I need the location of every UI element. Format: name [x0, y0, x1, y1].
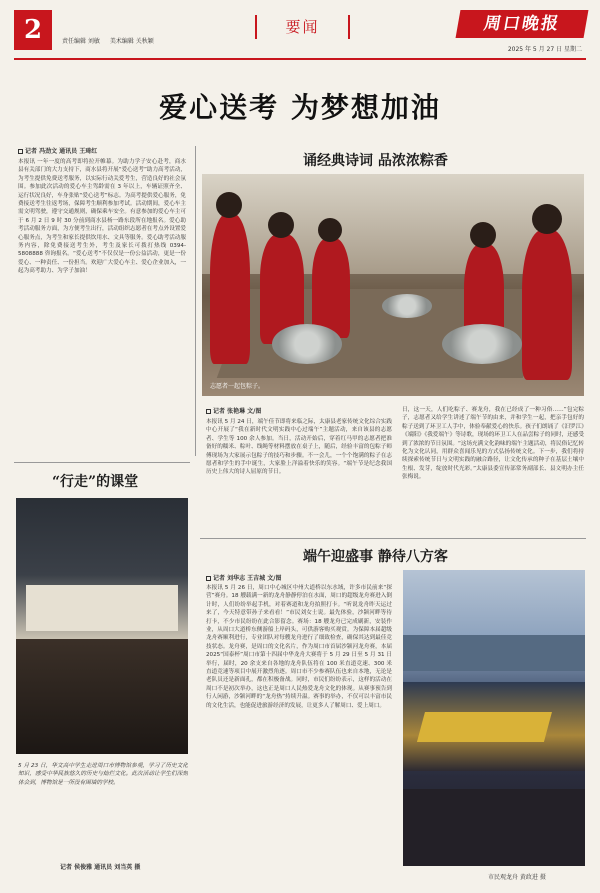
section-two-title: 诵经典诗词 品浓浓粽香 [303, 153, 448, 169]
section-two-body-col2: 日，这一天，人们吃粽子、赛龙舟，我在已经成了一种习俗……”包完粽子，志愿者又给学生讲述了端午节的由来，并和学生一起，把亲手包好的粽子送到了环卫工人手中，体验奉献爱心的快乐。孩子们朗诵了《汨罗江》《端阳》《我爱端午》等诗歌，现场的环卫工人在品尝粽子的同时，还感受到了浓浓的节日氛围。“这场充满文化韵味的端午主题活动，将民俗记忆转化为文化认同，用群众喜闻乐见的方式弘扬传统文化。下一步，我们将持续探索传统节日与文明实践的融合路径，让文化传承的种子在基层土壤中生根、发芽，绽放时代光彩。”太康县委宣传部常务副部长、县文明办主任张梅说。 [402, 407, 584, 481]
lead-story-body: 本报讯 一年一度的高考即将拉开帷幕。为助力学子安心赴考，商水县有关部门的大力支持下，商水县将开展“爱心送考”助力高考活动，为考生提供免费送考服务，以实际行动关爱考生，营造良好的社会氛围。参加此次活动的爱心车主驾龄需在 3 年以上，车辆证照齐全、运行状况良好，车身张贴“爱心送考”标志。为高考提供爱心服务，免费接送考生往返考场，保障考生顺利参加考试。活动期间，爱心车主需文明驾驶，遵守交通规则，确保乘车安全。有意参加的爱心车主可于 6 月 2 日 9 时 30 分前到商水县杨一路东段所在地报名。爱心助考活动服务方面，为方便考生出行，活动组织志愿者在考点外设置爱心服务点，为考生和家长提供饮用水、文具等服务。爱心助考活动服务内容，除免费接送考生外，考生及家长可拨打热线 0394-5808888 咨询报名。“爱心送考”不仅仅是一份公益活动，更是一份爱心、一种责任、一份担当。欢迎广大爱心车主、爱心企业加入，一起为高考助力、为学子加油！ [18, 159, 186, 275]
photo-crowd [403, 789, 585, 866]
side-story-byline: 记者 侯俊雅 通讯员 刘当英 摄 [60, 864, 141, 871]
photo-person-head [216, 192, 242, 218]
zongzi-photo-caption: 志愿者一起包粽子。 [210, 383, 265, 390]
section-two-body-col1: 本报讯 5 月 24 日，端午佳节即将来临之际，太康县老家传统文化综合实践中心开展了“我在新时代文明实践中心过端午”主题活动，来自该县的志愿者、学生等 100 余人参加。当日，活动开始后，穿着红马甲的志愿者把准备好的糯米、粽叶、线绳等材料摆放在桌子上，随后，经验丰富的包粽子师傅现场为大家展示包粽子的技巧和步骤。不一会儿，一个个饱满的粽子在志愿者和学生的手中诞生，大家脸上洋溢着快乐的笑容。“端午节是纪念我国历史上伟大的诗人屈原的节日。 [206, 419, 392, 476]
photo-person [210, 214, 250, 364]
header-rule [14, 58, 586, 60]
editors-line [62, 36, 162, 45]
editor-credit: 美术编辑 关秋颖 [109, 38, 154, 45]
photo-bowl [272, 324, 342, 364]
dateline: 2025 年 5 月 27 日 星期二 [507, 46, 582, 53]
masthead [0, 0, 600, 62]
section-three-byline-text: 记者 刘华志 王吉城 文/图 [213, 575, 282, 582]
photo-bowl [442, 324, 522, 364]
zongzi-photo [202, 174, 584, 396]
photo-person-head [318, 218, 342, 242]
section-two-byline [206, 406, 261, 415]
section-two-byline-text: 记者 张艳琳 文/图 [213, 408, 262, 415]
photo-person-head [470, 222, 496, 248]
section-banner [255, 15, 350, 39]
main-headline: 爱心送考 为梦想加油 [159, 91, 441, 124]
lead-byline [18, 146, 97, 155]
section-three-body: 本报讯 5 月 26 日，周口中心城区中州大道桥以东水域，许多市民前来“探营”赛舟。18 艘载满一新的龙舟静静停泊在水面，周口的超级龙舟赛进入倒计时，人们纷纷举起手机，对着赛道和龙舟拍照打卡。“听说龙舟昨天运过来了，今天特意带孙子来看看！”市民刘女士说。最先体验，沙颍河畔等待打卡，不少市民纷纷在此合影留念。赛场：18 艘龙舟已完成刷新，安装作业，从周口大道桥东侧游船上岸码头，可供游客购买观赏。为保障本届超级龙舟赛顺利进行，专业团队对每艘龙舟进行了细致检查，确保其达到最佳竞技状态。龙舟赛，是周口的文化名片，作为周口市首届沙颍河龙舟赛，本届 2025“国泰杯”周口市第十四届中华龙舟大赛将于 5 月 29 日至 5 月 31 日举行，届时，20 余支来自各地的龙舟队伍将在 100 米直道竞速、300 米直道竞速等项目中展开激烈角逐。周口市不少参赛队伍也来自本地，无论是老队员还是新面孔，都在积极备战。同时，市民们纷纷表示，这样的活动在周口不是初次举办，这也正是周口人民热爱龙舟文化的体现。从赛事预告到行人闲游，沙颍河畔的“龙舟热”持续升温。赛事的举办，不仅可以丰富市民的文化生活，也能促进旅游经济的发展，让更多人了解周口、爱上周口。 [206, 585, 392, 709]
byline-square-icon [206, 409, 211, 414]
side-story-title: “行走”的课堂 [52, 474, 139, 490]
section-three-title: 端午迎盛事 静待八方客 [303, 549, 448, 565]
section-label: 要闻 [285, 18, 320, 36]
lead-byline-text: 记者 冯劲文 通讯员 王琦红 [25, 148, 98, 155]
photo-person [312, 238, 350, 338]
side-story-body: 5 月 23 日，华文高中学生走进周口市博物馆参观，学习了历史文化知识，感受中华民族悠久的历史与灿烂文化。此次活动让学生们深刻体会到，博物馆是一所没有围墙的学校。 [18, 763, 188, 786]
column-divider [195, 146, 196, 456]
dragon-boat-photo [403, 570, 585, 866]
section-divider [200, 538, 586, 539]
dragon-boat-photo-caption: 市民观龙舟 黄政进 摄 [488, 874, 546, 881]
photo-students [16, 639, 188, 754]
photo-dragon-boat [417, 712, 552, 742]
photo-person-head [268, 212, 294, 238]
photo-person-head [532, 204, 562, 234]
byline-square-icon [18, 149, 23, 154]
photo-skyline [403, 635, 585, 671]
photo-bowl [382, 294, 432, 318]
photo-exhibit-board [26, 585, 177, 631]
editor-credit: 责任编辑 刘敏 [62, 38, 100, 45]
section-divider [14, 462, 190, 463]
photo-person [522, 230, 572, 380]
page-number: 2 [14, 10, 52, 50]
byline-square-icon [206, 576, 211, 581]
section-three-byline [206, 573, 281, 582]
museum-class-photo [16, 498, 188, 754]
newspaper-logo: 周口晚报 [456, 10, 589, 38]
